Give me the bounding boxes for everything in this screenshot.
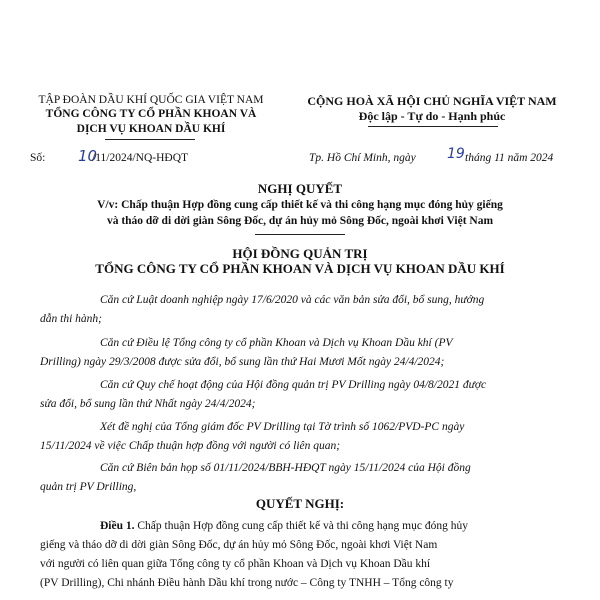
number-code: /11/2024/NQ-HĐQT <box>92 152 189 164</box>
date-day-handwritten: 19 <box>447 146 465 162</box>
basis-line: Drilling) ngày 29/3/2008 được sửa đổi, bổ sung lần thứ Hai Mươi Mốt ngày 24/4/2024; <box>40 356 445 368</box>
board-heading-1: HỘI ĐỒNG QUẢN TRỊ <box>232 246 368 261</box>
org-underline <box>105 139 195 140</box>
basis-line: Căn cứ Biên bản họp số 01/11/2024/BBH-HĐQT ngày 15/11/2024 của Hội đồng <box>100 462 471 474</box>
subject-line-1: V/v: Chấp thuận Hợp đồng cung cấp thiết kế và thi công hạng mục đóng hủy giếng <box>97 199 503 211</box>
basis-paragraph <box>40 418 550 456</box>
subject-line-2: và tháo dỡ di dời giàn Sông Đốc, dự án hủy mỏ Sông Đốc, ngoài khơi Việt Nam <box>106 215 494 227</box>
nation-underline <box>368 126 498 127</box>
basis-line: quản trị PV Drilling, <box>40 481 137 493</box>
date-prefix: Tp. Hồ Chí Minh, ngày <box>309 152 416 164</box>
basis-line: dẫn thi hành; <box>40 313 102 325</box>
decision-heading: QUYẾT NGHỊ: <box>255 496 345 511</box>
article-1-line: với người có liên quan giữa Tổng công ty cổ phần Khoan và Dịch vụ Khoan Dầu khí <box>40 558 431 570</box>
basis-paragraph <box>40 334 550 372</box>
basis-line: Căn cứ Luật doanh nghiệp ngày 17/6/2020 và các văn bản sửa đổi, bổ sung, hướng <box>100 294 485 306</box>
basis-line: Căn cứ Quy chế hoạt động của Hội đồng quản trị PV Drilling ngày 04/8/2021 được <box>100 379 487 391</box>
nation-line-2: Độc lập - Tự do - Hạnh phúc <box>358 109 506 123</box>
number-handwritten: 10 <box>78 147 98 165</box>
board-heading-2: TỔNG CÔNG TY CỔ PHẦN KHOAN VÀ DỊCH VỤ KHOAN DẦU KHÍ <box>95 261 505 276</box>
article-1-label: Điều 1. <box>100 520 135 532</box>
org-line-2: TỔNG CÔNG TY CỔ PHẦN KHOAN VÀ <box>45 108 257 120</box>
article-1-line: (PV Drilling), Chi nhánh Điều hành Dầu khí trong nước – Công ty TNHH – Tổng công ty <box>40 577 454 589</box>
basis-paragraph <box>40 459 550 497</box>
document-title: NGHỊ QUYẾT <box>257 181 343 196</box>
basis-line: Xét đề nghị của Tổng giám đốc PV Drilling tại Tờ trình số 1062/PVD-PC ngày <box>100 421 465 433</box>
article-1-line: Chấp thuận Hợp đồng cung cấp thiết kế và thi công hạng mục đóng hủy <box>137 520 468 532</box>
basis-line: Căn cứ Điều lệ Tổng công ty cổ phần Khoan và Dịch vụ Khoan Dầu khí (PV <box>100 337 453 349</box>
subject-underline <box>255 234 345 235</box>
article-1 <box>40 517 550 593</box>
basis-paragraph <box>40 291 550 329</box>
number-label: Số: <box>30 152 46 164</box>
basis-paragraph <box>40 376 550 414</box>
article-1-line: giếng và tháo dỡ di dời giàn Sông Đốc, dự án hủy mỏ Sông Đốc, ngoài khơi Việt Nam <box>40 539 438 551</box>
basis-line: 15/11/2024 về việc Chấp thuận hợp đồng với người có liên quan; <box>40 440 341 452</box>
nation-line-1: CỘNG HOÀ XÃ HỘI CHỦ NGHĨA VIỆT NAM <box>307 94 557 108</box>
org-line-1: TẬP ĐOÀN DẦU KHÍ QUỐC GIA VIỆT NAM <box>38 94 264 106</box>
org-line-3: DỊCH VỤ KHOAN DẦU KHÍ <box>76 123 226 135</box>
date-suffix: tháng 11 năm 2024 <box>465 152 554 164</box>
basis-line: sửa đổi, bổ sung lần thứ Nhất ngày 24/4/2024; <box>40 398 256 410</box>
